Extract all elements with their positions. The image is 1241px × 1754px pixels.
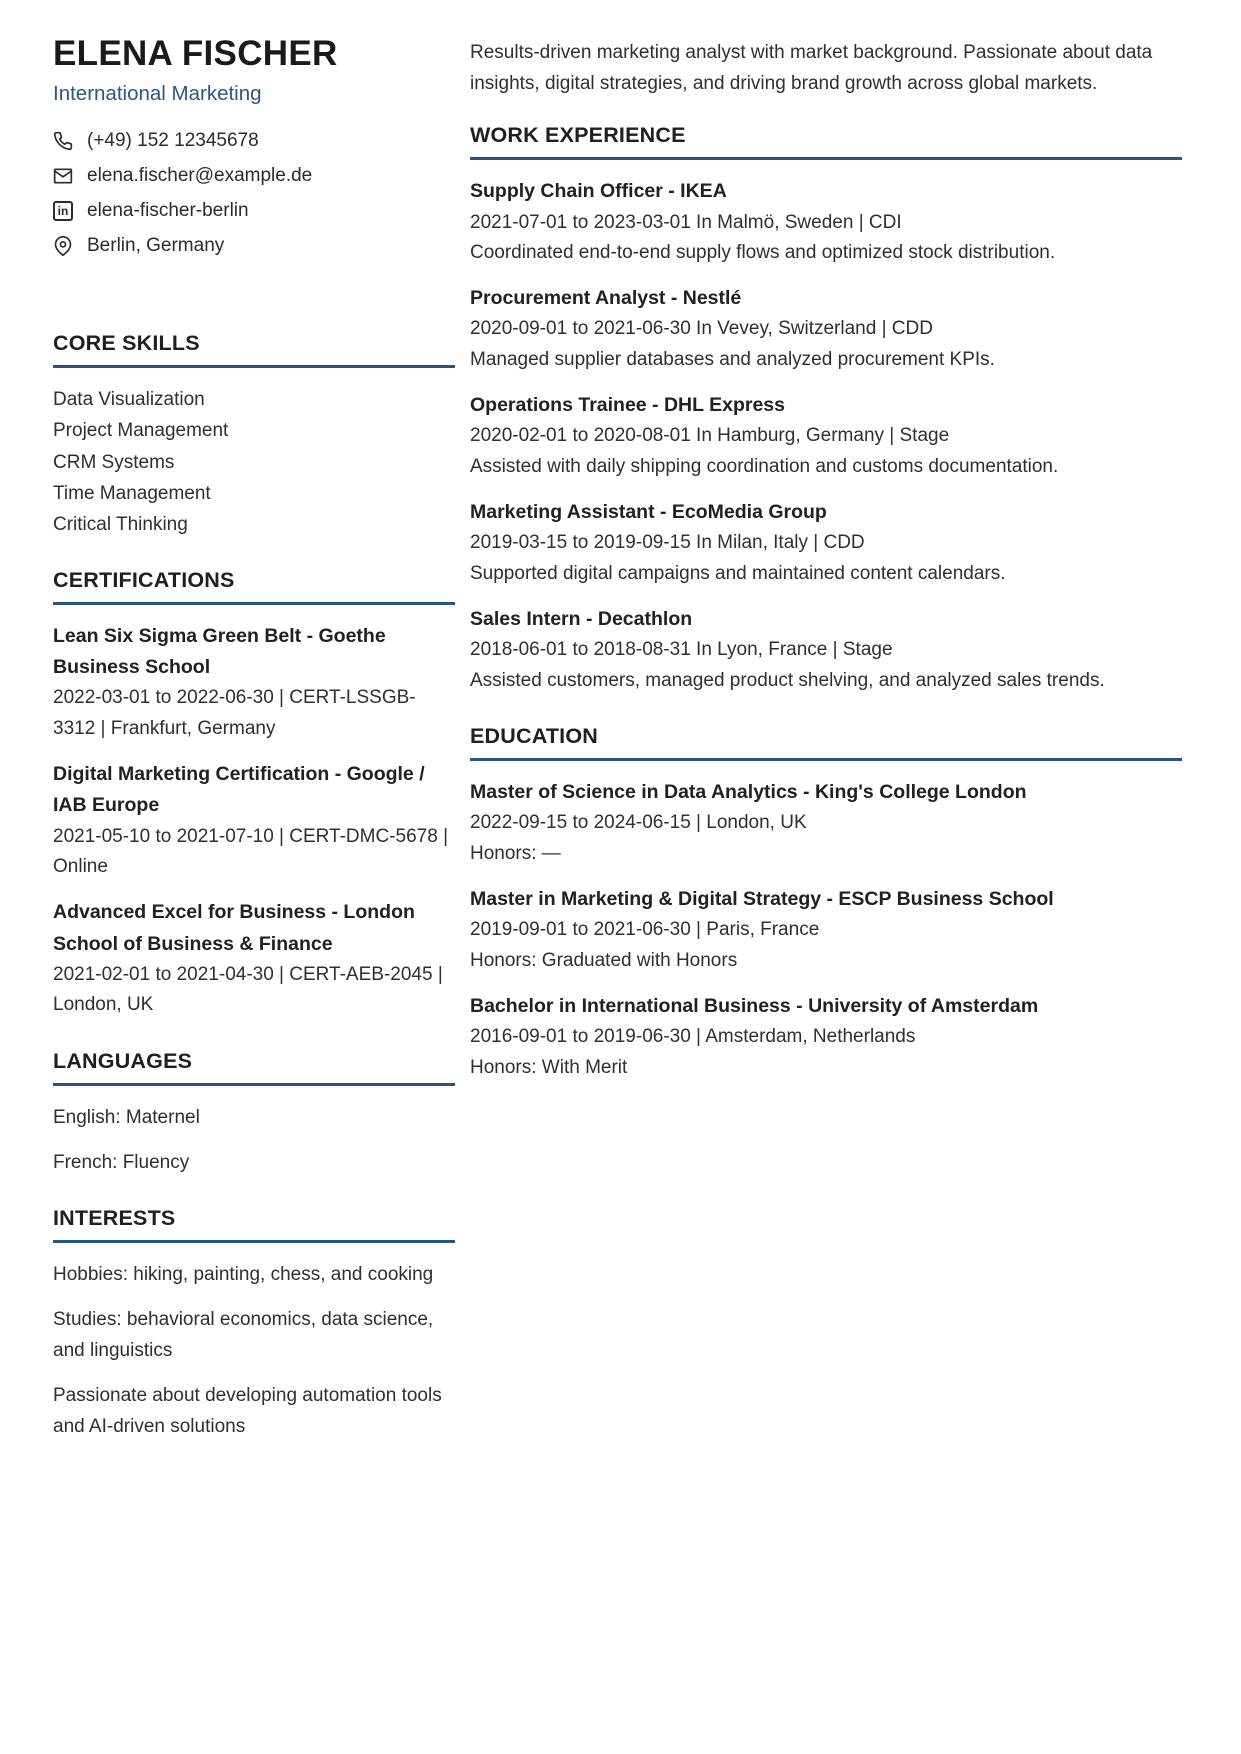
section-rule	[53, 1240, 455, 1243]
section-rule	[53, 602, 455, 605]
section-rule	[470, 758, 1182, 761]
contact-location-text: Berlin, Germany	[87, 235, 225, 257]
job-description: Coordinated end-to-end supply flows and optimized stock distribution.	[470, 241, 1056, 263]
interests-list	[53, 1259, 455, 1443]
work-experience-entry	[470, 390, 1182, 482]
contact-linkedin-text: elena-fischer-berlin	[87, 200, 249, 222]
contact-linkedin	[53, 200, 455, 222]
work-experience-entry	[470, 176, 1182, 268]
certification-title: Digital Marketing Certification - Google / IAB Europe	[53, 763, 425, 817]
degree-honors: Honors: With Merit	[470, 1056, 628, 1078]
interest-item: Hobbies: hiking, painting, chess, and cooking	[53, 1263, 434, 1285]
certification-meta: 2021-02-01 to 2021-04-30 | CERT-AEB-2045 | London, UK	[53, 963, 443, 1016]
certification-entry	[53, 897, 455, 1020]
education-list	[470, 777, 1182, 1083]
degree-meta: 2016-09-01 to 2019-06-30 | Amsterdam, Netherlands	[470, 1026, 916, 1048]
email-icon	[53, 166, 73, 186]
section-core-skills	[53, 331, 455, 540]
contact-email	[53, 165, 455, 187]
core-skills-heading: CORE SKILLS	[53, 331, 200, 356]
certifications-list	[53, 621, 455, 1020]
languages-heading: LANGUAGES	[53, 1048, 193, 1073]
left-column	[53, 34, 455, 1443]
job-title: Procurement Analyst - Nestlé	[470, 287, 742, 310]
job-description: Supported digital campaigns and maintained content calendars.	[470, 562, 1006, 584]
certification-entry	[53, 759, 455, 882]
right-column	[470, 34, 1182, 1443]
job-title: Supply Chain Officer - IKEA	[470, 180, 727, 203]
skill-item: Critical Thinking	[53, 513, 188, 535]
job-meta: 2021-07-01 to 2023-03-01 In Malmö, Sweden | CDI	[470, 211, 902, 233]
skill-item: Time Management	[53, 482, 211, 504]
certification-title: Lean Six Sigma Green Belt - Goethe Business School	[53, 625, 386, 679]
phone-icon	[53, 131, 73, 151]
education-entry	[470, 991, 1182, 1083]
core-skills-list	[53, 384, 455, 540]
job-meta: 2018-06-01 to 2018-08-31 In Lyon, France | Stage	[470, 639, 893, 661]
work-experience-entry	[470, 283, 1182, 375]
section-education	[470, 724, 1182, 1083]
degree-title: Master of Science in Data Analytics - King's College London	[470, 781, 1027, 804]
degree-honors: Honors: Graduated with Honors	[470, 949, 738, 971]
contact-phone-text: (+49) 152 12345678	[87, 130, 259, 152]
section-certifications	[53, 568, 455, 1020]
degree-meta: 2022-09-15 to 2024-06-15 | London, UK	[470, 812, 807, 834]
education-entry	[470, 777, 1182, 869]
degree-title: Bachelor in International Business - University of Amsterdam	[470, 995, 1039, 1018]
skill-item: Project Management	[53, 420, 229, 442]
job-meta: 2019-03-15 to 2019-09-15 In Milan, Italy | CDD	[470, 532, 865, 554]
location-icon	[53, 236, 73, 256]
education-heading: EDUCATION	[470, 724, 599, 749]
contact-phone	[53, 130, 455, 152]
job-meta: 2020-09-01 to 2021-06-30 In Vevey, Switzerland | CDD	[470, 318, 933, 340]
section-rule	[53, 1083, 455, 1086]
work-experience-list	[470, 176, 1182, 696]
summary-paragraph: Results-driven marketing analyst with market background. Passionate about data insights, digital strategies, and driving brand growth across global markets.	[470, 42, 1153, 95]
degree-meta: 2019-09-01 to 2021-06-30 | Paris, France	[470, 919, 820, 941]
certification-meta: 2021-05-10 to 2021-07-10 | CERT-DMC-5678 | Online	[53, 825, 449, 877]
section-languages	[53, 1049, 455, 1178]
profile-title: International Marketing	[53, 82, 262, 106]
interests-heading: INTERESTS	[53, 1205, 176, 1230]
degree-title: Master in Marketing & Digital Strategy - ESCP Business School	[470, 888, 1054, 911]
work-experience-entry	[470, 604, 1182, 696]
person-name: ELENA FISCHER	[53, 34, 338, 73]
education-entry	[470, 884, 1182, 976]
linkedin-icon	[53, 201, 73, 221]
interest-item: Passionate about developing automation tools and AI-driven solutions	[53, 1385, 442, 1438]
certification-entry	[53, 621, 455, 744]
section-rule	[53, 365, 455, 368]
linkedin-glyph: in	[57, 204, 69, 219]
certification-meta: 2022-03-01 to 2022-06-30 | CERT-LSSGB-3312 | Frankfurt, Germany	[53, 687, 416, 739]
languages-list	[53, 1102, 455, 1178]
work-experience-entry	[470, 497, 1182, 589]
section-rule	[470, 157, 1182, 160]
degree-honors: Honors: —	[470, 842, 561, 864]
job-description: Assisted customers, managed product shelving, and analyzed sales trends.	[470, 669, 1105, 691]
contact-location	[53, 235, 455, 257]
contact-list	[53, 130, 455, 257]
section-interests	[53, 1206, 455, 1443]
language-item: English: Maternel	[53, 1106, 200, 1128]
section-work-experience	[470, 123, 1182, 696]
certification-title: Advanced Excel for Business - London School of Business & Finance	[53, 901, 415, 955]
skill-item: Data Visualization	[53, 389, 205, 411]
skill-item: CRM Systems	[53, 451, 175, 473]
language-item: French: Fluency	[53, 1151, 190, 1173]
job-title: Operations Trainee - DHL Express	[470, 394, 785, 417]
job-meta: 2020-02-01 to 2020-08-01 In Hamburg, Germany | Stage	[470, 425, 950, 447]
certifications-heading: CERTIFICATIONS	[53, 568, 235, 593]
job-description: Managed supplier databases and analyzed procurement KPIs.	[470, 348, 995, 370]
job-title: Marketing Assistant - EcoMedia Group	[470, 501, 827, 524]
contact-email-text: elena.fischer@example.de	[87, 165, 313, 187]
interest-item: Studies: behavioral economics, data science, and linguistics	[53, 1308, 434, 1362]
job-description: Assisted with daily shipping coordination and customs documentation.	[470, 455, 1059, 477]
work-experience-heading: WORK EXPERIENCE	[470, 123, 686, 148]
job-title: Sales Intern - Decathlon	[470, 608, 693, 631]
